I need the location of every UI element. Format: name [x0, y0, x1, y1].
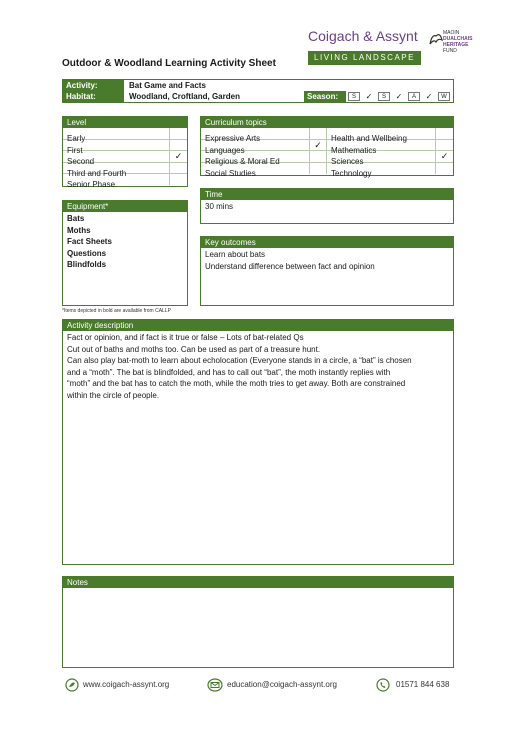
equipment-item-blindfolds: Blindfolds: [67, 260, 107, 269]
curriculum-check-social: [309, 163, 327, 174]
level-check-senior: [169, 174, 187, 185]
curriculum-label-languages: Languages: [205, 145, 245, 155]
curriculum-check-expressive-arts: [309, 128, 327, 139]
heritage-logo-line-4: FUND: [443, 48, 457, 54]
description-line-4: and a “moth”. The bat is blindfolded, and has to call out “bat”, the moth instantly replies with: [67, 367, 391, 377]
brand-name: Coigach & Assynt: [308, 28, 418, 44]
equipment-footnote: *Items depicted in bold are available from CALLP: [62, 308, 171, 314]
level-label-second: Second: [67, 157, 95, 166]
outcome-item-1: Learn about bats: [205, 250, 266, 259]
level-label-first: First: [67, 145, 83, 155]
level-check-early: [169, 128, 187, 139]
level-heading: Level: [63, 117, 187, 128]
level-row-senior: [63, 174, 187, 189]
curriculum-check-mathematics: [435, 140, 453, 151]
description-line-6: within the circle of people.: [67, 390, 160, 400]
outcomes-heading: Key outcomes: [201, 237, 453, 248]
time-panel: [200, 188, 454, 224]
habitat-value: Woodland, Croftland, Garden: [129, 92, 240, 101]
curriculum-label-expressive-arts: Expressive Arts: [205, 134, 261, 143]
level-label-early: Early: [67, 134, 86, 143]
footer-phone-link[interactable]: 01571 844 638: [396, 680, 450, 689]
season-autumn: A: [408, 92, 420, 101]
description-line-2: Cut out of baths and moths too. Can be used as part of a treasure hunt.: [67, 344, 321, 354]
footer-email-link[interactable]: education@coigach-assynt.org: [227, 680, 337, 689]
activity-label: Activity:: [63, 80, 124, 91]
curriculum-check-sciences: ✓: [435, 151, 453, 162]
season-label: Season:: [304, 91, 346, 102]
equipment-panel: [62, 200, 188, 306]
notes-panel: [62, 576, 454, 668]
level-row-third-fourth: [63, 163, 187, 178]
globe-leaf-icon: [65, 678, 79, 692]
level-row-early: [63, 128, 187, 143]
level-row-first: [63, 140, 187, 155]
level-label-third-fourth: Third and Fourth: [67, 168, 127, 178]
heritage-fund-logo: [428, 30, 472, 66]
curriculum-row-technology: [327, 163, 453, 178]
level-check-third-fourth: [169, 163, 187, 174]
curriculum-panel: [200, 116, 454, 176]
curriculum-right-column: [327, 128, 453, 178]
curriculum-row-social: [201, 163, 327, 178]
time-heading: Time: [201, 189, 453, 200]
curriculum-label-social: Social Studies: [205, 168, 256, 178]
equipment-heading: Equipment*: [63, 201, 187, 212]
time-value: 30 mins: [205, 202, 234, 211]
season-summer: S: [378, 92, 390, 101]
season-spring: S: [348, 92, 360, 101]
habitat-label: Habitat:: [63, 91, 124, 102]
level-check-second: ✓: [169, 151, 187, 162]
notes-heading: Notes: [63, 577, 453, 588]
season-grid: [348, 91, 453, 102]
season-autumn-check: ✓: [425, 92, 433, 101]
curriculum-row-health: [327, 128, 453, 143]
page-title: Outdoor & Woodland Learning Activity Sheet: [62, 58, 276, 69]
info-table: [62, 79, 454, 103]
season-spring-check: ✓: [365, 92, 373, 101]
brand-tagline: LIVING LANDSCAPE: [308, 51, 421, 65]
level-label-senior: Senior Phase: [67, 180, 116, 189]
curriculum-label-religious: Religious & Moral Ed: [205, 157, 280, 166]
description-line-3: Can also play bat-moth to learn about echolocation (Everyone stands in a circle, a “bat” is chosen: [67, 356, 412, 365]
curriculum-check-languages: ✓: [309, 140, 327, 151]
curriculum-check-technology: [435, 163, 453, 174]
curriculum-row-languages: [201, 139, 327, 155]
curriculum-label-sciences: Sciences: [331, 157, 364, 166]
curriculum-label-technology: Technology: [331, 168, 372, 178]
curriculum-heading: Curriculum topics: [201, 117, 453, 128]
description-panel: [62, 319, 454, 565]
curriculum-row-sciences: [327, 151, 453, 166]
activity-value: Bat Game and Facts: [129, 81, 206, 90]
heritage-logo-line-2: DUALCHAIS: [443, 36, 473, 42]
curriculum-left-column: [201, 128, 327, 178]
equipment-item-fact-sheets: Fact Sheets: [67, 237, 112, 246]
level-check-first: [169, 140, 187, 151]
outcomes-panel: [200, 236, 454, 306]
equipment-item-questions: Questions: [67, 248, 107, 258]
season-summer-check: ✓: [395, 92, 403, 101]
phone-icon: [375, 678, 391, 692]
footer-website-link[interactable]: www.coigach-assynt.org: [83, 680, 170, 689]
description-line-5: “moth” and the bat has to catch the moth, while the moth tries to get away. Both are constrained: [67, 379, 406, 388]
curriculum-row-mathematics: [327, 140, 453, 155]
curriculum-row-religious: [201, 151, 327, 166]
curriculum-row-expressive-arts: [201, 128, 327, 143]
outcome-item-2: Understand difference between fact and opinion: [205, 261, 375, 271]
equipment-item-moths: Moths: [67, 225, 91, 235]
hands-icon: [428, 30, 444, 48]
level-panel: [62, 116, 188, 187]
description-line-1: Fact or opinion, and if fact is it true or false – Lots of bat-related Qs: [67, 333, 304, 342]
equipment-item-bats: Bats: [67, 214, 85, 223]
footer: [62, 677, 454, 693]
heritage-logo-line-1: MAOIN: [443, 30, 460, 36]
curriculum-label-mathematics: Mathematics: [331, 145, 377, 155]
curriculum-label-health: Health and Wellbeing: [331, 134, 407, 143]
season-winter: W: [438, 92, 450, 101]
email-icon: [207, 678, 223, 692]
level-row-second: [63, 151, 187, 166]
heritage-logo-line-3: HERITAGE: [443, 42, 469, 48]
curriculum-check-religious: [309, 151, 327, 162]
description-heading: Activity description: [63, 320, 453, 331]
curriculum-check-health: [435, 128, 453, 139]
